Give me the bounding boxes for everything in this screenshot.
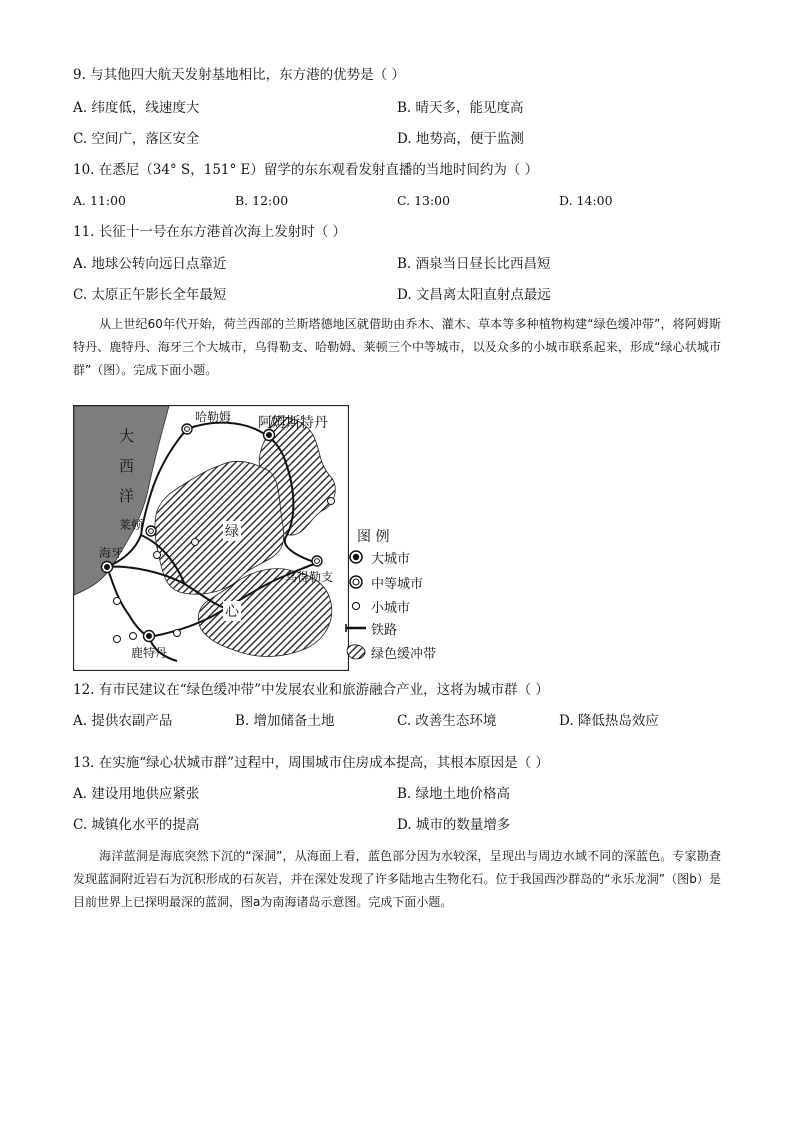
question-10-stem: 10. 在悉尼（34° S，151° E）留学的东东观看发射直播的当地时间约为（ ） (73, 162, 539, 178)
question-10-option-d: D. 14:00 (559, 193, 613, 208)
green-heart-label-2: 心 (225, 604, 239, 620)
ocean-label-3: 洋 (119, 487, 135, 505)
legend-green-buffer (345, 643, 436, 661)
legend-big-city (345, 548, 410, 566)
question-11-option-d: D. 文昌离太阳直射点最远 (397, 287, 551, 303)
legend-small-city (345, 597, 410, 615)
legend-railway-label: 铁路 (371, 622, 398, 638)
question-13-option-c: C. 城镇化水平的提高 (73, 817, 200, 833)
haarlem-label: 哈勒姆 (195, 410, 232, 424)
question-11-option-b: B. 酒泉当日昼长比西昌短 (397, 256, 551, 272)
question-12-option-a: A. 提供农副产品 (73, 713, 173, 729)
question-12-stem: 12. 有市民建议在“绿色缓冲带”中发展农业和旅游融合产业，这将为城市群（ ） (73, 682, 549, 698)
amsterdam-label: 阿姆斯特丹 (258, 415, 328, 431)
small-city-marker (192, 539, 199, 546)
green-heart-map (73, 405, 349, 671)
question-11-stem: 11. 长征十一号在东方港首次海上发射时（ ） (73, 224, 347, 240)
question-13-stem: 13. 在实施“绿心状城市群”过程中，周围城市住房成本提高，其根本原因是（ ） (73, 755, 549, 771)
question-12-option-b: B. 增加储备土地 (235, 713, 335, 729)
legend-medium-city (345, 573, 423, 591)
leiden-label: 莱顿 (119, 518, 144, 532)
small-city-marker (328, 498, 335, 505)
question-10-option-b: B. 12:00 (235, 193, 289, 208)
legend-green-buffer-label: 绿色缓冲带 (371, 646, 437, 662)
legend-medium-city-label: 中等城市 (371, 576, 424, 592)
passage-green-heart-text: 从上世纪60年代开始，荷兰西部的兰斯塔德地区就借助由乔木、灌木、草本等多种植物构建“绿色缓冲带”，将阿姆斯特丹、鹿特丹、海牙三个大城市，乌得勒支、哈勒姆、莱顿三个中等城市，以及众多的小城市联系起来，形成“绿心状城市群”（图）。完成下面小题。 (73, 317, 721, 377)
question-11-option-c: C. 太原正午影长全年最短 (73, 287, 227, 303)
question-9-option-c: C. 空间广，落区安全 (73, 131, 200, 147)
small-city-marker (154, 552, 161, 559)
legend-railway (345, 619, 397, 637)
question-9-stem: 9. 与其他四大航天发射基地相比，东方港的优势是（ ） (73, 67, 405, 83)
question-9-option-b: B. 晴天多，能见度高 (397, 100, 524, 116)
question-9-option-d: D. 地势高，便于监测 (397, 131, 524, 147)
railway-symbol-icon (345, 620, 367, 636)
ocean-label-2: 西 (119, 457, 135, 475)
question-12-option-d: D. 降低热岛效应 (559, 713, 659, 729)
utrecht-label: 乌得勒支 (285, 570, 334, 584)
question-13-option-b: B. 绿地土地价格高 (397, 786, 511, 802)
small-city-symbol-icon (348, 598, 364, 614)
question-13-option-a: A. 建设用地供应紧张 (73, 786, 200, 802)
passage-green-heart (73, 313, 721, 382)
small-city-marker (174, 630, 181, 637)
passage-blue-hole-text: 海洋蓝洞是海底突然下沉的“深洞”，从海面上看，蓝色部分因为水较深，呈现出与周边水域不同的深蓝色。专家勘查发现蓝洞附近岩石为沉积形成的石灰岩，并在深处发现了许多陆地古生物化石。位于我国西沙群岛的“永乐龙洞”（图b）是目前世界上已探明最深的蓝洞，图a为南海诸岛示意图。完成下面小题。 (73, 849, 721, 909)
ocean-label-1: 大 (119, 427, 135, 445)
small-city-marker (114, 598, 121, 605)
question-10-option-a: A. 11:00 (73, 193, 126, 208)
green-buffer-symbol-icon (345, 643, 367, 661)
hague-label: 海牙 (99, 546, 124, 560)
question-10-option-c: C. 13:00 (397, 193, 451, 208)
question-9-option-a: A. 纬度低，线速度大 (73, 100, 200, 116)
big-city-symbol-icon (348, 549, 364, 565)
small-city-marker (114, 636, 121, 643)
question-13-option-d: D. 城市的数量增多 (397, 817, 511, 833)
passage-blue-hole (73, 845, 721, 914)
legend-big-city-label: 大城市 (371, 551, 411, 567)
rotterdam-label: 鹿特丹 (131, 646, 168, 660)
question-12-option-c: C. 改善生态环境 (397, 713, 497, 729)
medium-city-symbol-icon (348, 574, 364, 590)
map-legend (345, 527, 465, 667)
legend-small-city-label: 小城市 (371, 600, 411, 616)
green-heart-label-1: 绿 (225, 524, 239, 540)
question-11-option-a: A. 地球公转向远日点靠近 (73, 256, 227, 272)
small-city-marker (130, 633, 137, 640)
legend-title: 图 例 (357, 529, 390, 545)
